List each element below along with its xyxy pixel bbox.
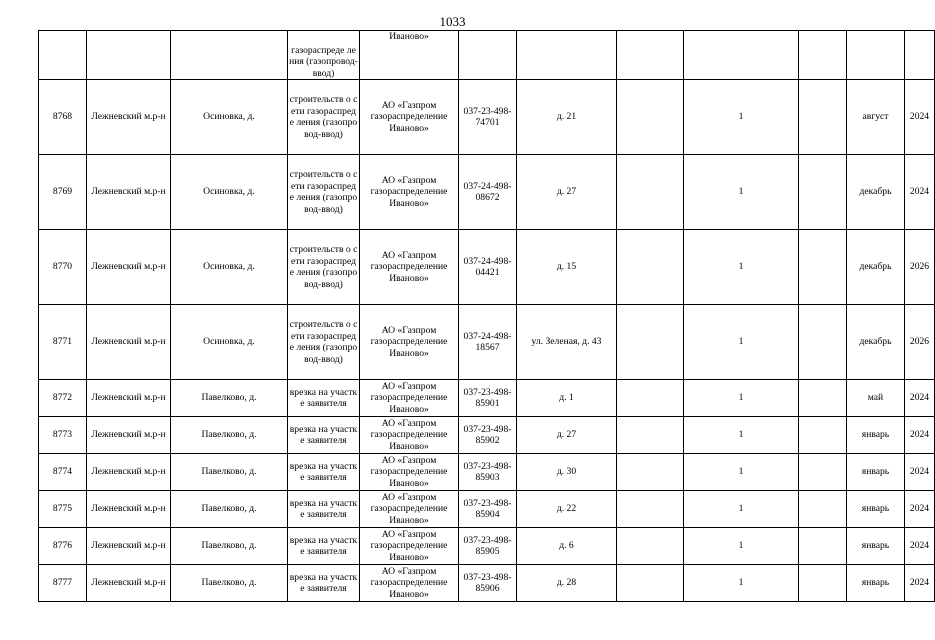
month-cell: январь xyxy=(847,417,905,454)
organization-cell: АО «Газпром газораспределение Иваново» xyxy=(360,380,459,417)
month-cell: декабрь xyxy=(847,230,905,305)
table-row xyxy=(39,454,935,491)
district-cell xyxy=(87,31,171,80)
row-number: 8774 xyxy=(39,454,87,491)
address-cell: ул. Зеленая, д. 43 xyxy=(517,305,617,380)
empty-cell xyxy=(799,80,847,155)
empty-cell xyxy=(799,31,847,80)
count-cell: 1 xyxy=(684,454,799,491)
address-cell: д. 22 xyxy=(517,491,617,528)
purpose-cell: врезка на участке заявителя xyxy=(288,454,360,491)
code-cell: 037-23-498-85904 xyxy=(459,491,517,528)
purpose-cell: врезка на участке заявителя xyxy=(288,565,360,602)
locality-cell: Павелково, д. xyxy=(171,417,288,454)
empty-cell xyxy=(617,565,684,602)
purpose-cell: строительств о сети газораспреде ления (газопровод-ввод) xyxy=(288,230,360,305)
district-cell: Лежневский м.р-н xyxy=(87,155,171,230)
empty-cell xyxy=(799,491,847,528)
empty-cell xyxy=(617,80,684,155)
row-number: 8771 xyxy=(39,305,87,380)
empty-cell xyxy=(799,417,847,454)
count-cell: 1 xyxy=(684,80,799,155)
year-cell: 2024 xyxy=(905,565,935,602)
locality-cell: Осиновка, д. xyxy=(171,80,288,155)
district-cell: Лежневский м.р-н xyxy=(87,80,171,155)
empty-cell xyxy=(799,565,847,602)
empty-cell xyxy=(617,491,684,528)
month-cell: август xyxy=(847,80,905,155)
year-cell: 2026 xyxy=(905,305,935,380)
district-cell: Лежневский м.р-н xyxy=(87,380,171,417)
row-number: 8770 xyxy=(39,230,87,305)
month-cell: январь xyxy=(847,565,905,602)
empty-cell xyxy=(799,454,847,491)
empty-cell xyxy=(617,380,684,417)
purpose-cell: газораспреде ления (газопровод-ввод) xyxy=(288,31,360,80)
locality-cell: Осиновка, д. xyxy=(171,230,288,305)
row-number: 8776 xyxy=(39,528,87,565)
year-cell: 2024 xyxy=(905,80,935,155)
row-number: 8773 xyxy=(39,417,87,454)
empty-cell xyxy=(617,454,684,491)
district-cell: Лежневский м.р-н xyxy=(87,565,171,602)
year-cell: 2024 xyxy=(905,417,935,454)
table-row xyxy=(39,380,935,417)
code-cell xyxy=(459,31,517,80)
organization-cell: АО «Газпром газораспределение Иваново» xyxy=(360,454,459,491)
year-cell: 2024 xyxy=(905,491,935,528)
purpose-cell: строительств о сети газораспреде ления (газопровод-ввод) xyxy=(288,305,360,380)
count-cell: 1 xyxy=(684,380,799,417)
purpose-cell: врезка на участке заявителя xyxy=(288,491,360,528)
row-number: 8769 xyxy=(39,155,87,230)
organization-cell: АО «Газпром газораспределение Иваново» xyxy=(360,230,459,305)
district-cell: Лежневский м.р-н xyxy=(87,230,171,305)
code-cell: 037-23-498-85905 xyxy=(459,528,517,565)
row-number: 8772 xyxy=(39,380,87,417)
month-cell: январь xyxy=(847,454,905,491)
address-cell: д. 1 xyxy=(517,380,617,417)
organization-cell: АО «Газпром газораспределение Иваново» xyxy=(360,417,459,454)
address-cell: д. 30 xyxy=(517,454,617,491)
code-cell: 037-23-498-85903 xyxy=(459,454,517,491)
count-cell: 1 xyxy=(684,305,799,380)
count-cell: 1 xyxy=(684,155,799,230)
organization-cell: АО «Газпром газораспределение Иваново» xyxy=(360,528,459,565)
district-cell: Лежневский м.р-н xyxy=(87,305,171,380)
locality-cell: Павелково, д. xyxy=(171,565,288,602)
count-cell: 1 xyxy=(684,528,799,565)
purpose-cell: строительств о сети газораспреде ления (газопровод-ввод) xyxy=(288,80,360,155)
locality-cell: Павелково, д. xyxy=(171,380,288,417)
row-number: 8768 xyxy=(39,80,87,155)
organization-cell: АО «Газпром газораспределение Иваново» xyxy=(360,491,459,528)
month-cell: январь xyxy=(847,528,905,565)
organization-cell: Иваново» xyxy=(360,31,459,80)
count-cell xyxy=(684,31,799,80)
code-cell: 037-23-498-85906 xyxy=(459,565,517,602)
locality-cell: Павелково, д. xyxy=(171,491,288,528)
table-row xyxy=(39,230,935,305)
code-cell: 037-24-498-18567 xyxy=(459,305,517,380)
table-row xyxy=(39,491,935,528)
empty-cell xyxy=(799,380,847,417)
address-cell: д. 21 xyxy=(517,80,617,155)
month-cell: май xyxy=(847,380,905,417)
address-cell: д. 28 xyxy=(517,565,617,602)
address-cell xyxy=(517,31,617,80)
locality-cell: Павелково, д. xyxy=(171,528,288,565)
month-cell: декабрь xyxy=(847,155,905,230)
year-cell: 2024 xyxy=(905,528,935,565)
empty-cell xyxy=(799,230,847,305)
address-cell: д. 27 xyxy=(517,155,617,230)
page-number: 1033 xyxy=(439,14,466,29)
code-cell: 037-24-498-08672 xyxy=(459,155,517,230)
empty-cell xyxy=(799,305,847,380)
locality-cell: Павелково, д. xyxy=(171,454,288,491)
table-row xyxy=(39,305,935,380)
row-number xyxy=(39,31,87,80)
count-cell: 1 xyxy=(684,230,799,305)
locality-cell xyxy=(171,31,288,80)
purpose-cell: врезка на участке заявителя xyxy=(288,417,360,454)
table-row xyxy=(39,155,935,230)
month-cell: декабрь xyxy=(847,305,905,380)
year-cell: 2026 xyxy=(905,230,935,305)
organization-cell: АО «Газпром газораспределение Иваново» xyxy=(360,565,459,602)
district-cell: Лежневский м.р-н xyxy=(87,417,171,454)
organization-cell: АО «Газпром газораспределение Иваново» xyxy=(360,80,459,155)
organization-cell: АО «Газпром газораспределение Иваново» xyxy=(360,305,459,380)
district-cell: Лежневский м.р-н xyxy=(87,528,171,565)
address-cell: д. 27 xyxy=(517,417,617,454)
year-cell: 2024 xyxy=(905,380,935,417)
purpose-cell: врезка на участке заявителя xyxy=(288,380,360,417)
code-cell: 037-23-498-85901 xyxy=(459,380,517,417)
count-cell: 1 xyxy=(684,491,799,528)
year-cell: 2024 xyxy=(905,155,935,230)
code-cell: 037-24-498-04421 xyxy=(459,230,517,305)
locality-cell: Осиновка, д. xyxy=(171,305,288,380)
count-cell: 1 xyxy=(684,565,799,602)
table-row xyxy=(39,528,935,565)
empty-cell xyxy=(799,155,847,230)
gas-connection-table xyxy=(38,30,935,602)
address-cell: д. 6 xyxy=(517,528,617,565)
organization-cell: АО «Газпром газораспределение Иваново» xyxy=(360,155,459,230)
district-cell: Лежневский м.р-н xyxy=(87,454,171,491)
table-row xyxy=(39,80,935,155)
table-row xyxy=(39,565,935,602)
empty-cell xyxy=(617,230,684,305)
empty-cell xyxy=(799,528,847,565)
address-cell: д. 15 xyxy=(517,230,617,305)
table-row xyxy=(39,417,935,454)
empty-cell xyxy=(617,528,684,565)
purpose-cell: врезка на участке заявителя xyxy=(288,528,360,565)
purpose-cell: строительств о сети газораспреде ления (газопровод-ввод) xyxy=(288,155,360,230)
month-cell xyxy=(847,31,905,80)
empty-cell xyxy=(617,417,684,454)
empty-cell xyxy=(617,305,684,380)
empty-cell xyxy=(617,31,684,80)
year-cell: 2024 xyxy=(905,454,935,491)
row-number: 8777 xyxy=(39,565,87,602)
year-cell xyxy=(905,31,935,80)
count-cell: 1 xyxy=(684,417,799,454)
empty-cell xyxy=(617,155,684,230)
month-cell: январь xyxy=(847,491,905,528)
code-cell: 037-23-498-74701 xyxy=(459,80,517,155)
code-cell: 037-23-498-85902 xyxy=(459,417,517,454)
locality-cell: Осиновка, д. xyxy=(171,155,288,230)
district-cell: Лежневский м.р-н xyxy=(87,491,171,528)
row-number: 8775 xyxy=(39,491,87,528)
table-row xyxy=(39,31,935,80)
